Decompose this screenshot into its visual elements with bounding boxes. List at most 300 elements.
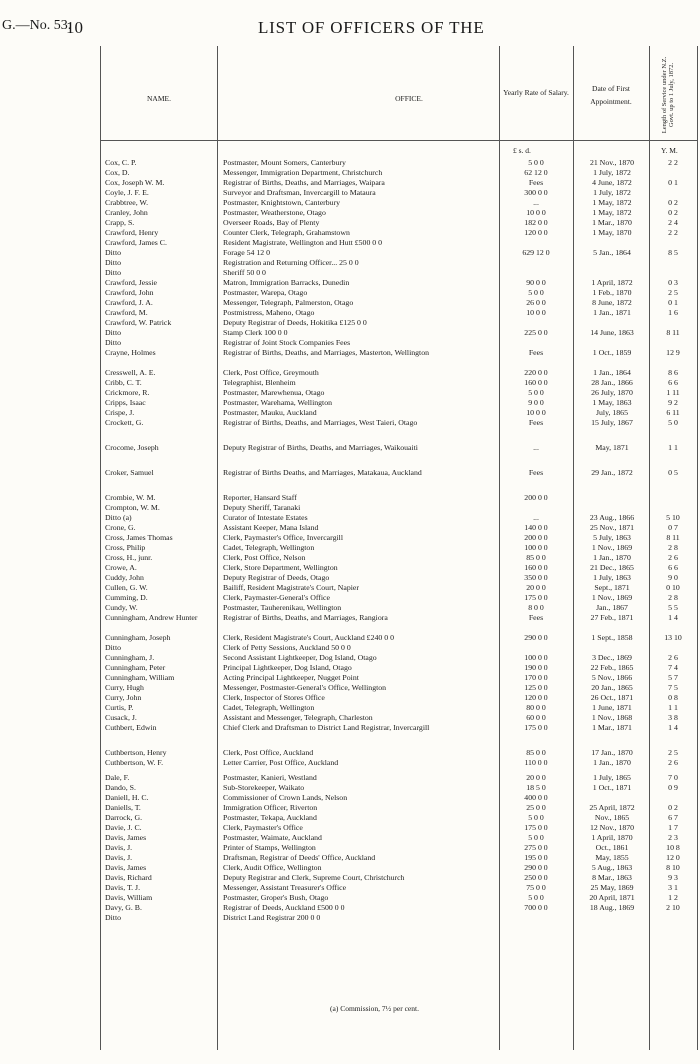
table-row xyxy=(101,308,697,318)
service-length: 9 2 xyxy=(668,398,678,407)
office-title: Printer of Stamps, Wellington xyxy=(223,843,316,852)
table-row xyxy=(101,348,697,368)
appointment-date: 1 Jan., 1864 xyxy=(593,368,631,377)
service-length: 1 4 xyxy=(668,723,678,732)
salary-value: 85 0 0 xyxy=(526,748,546,757)
office-title: Postmaster, Groper's Bush, Otago xyxy=(223,893,329,902)
table-row xyxy=(101,258,697,268)
office-title: Matron, Immigration Barracks, Dunedin xyxy=(223,278,350,287)
service-length: 5 10 xyxy=(666,513,680,522)
salary-value: ... xyxy=(533,513,539,522)
appointment-date: 1 May, 1863 xyxy=(592,398,632,407)
salary-value: 80 0 0 xyxy=(526,703,546,712)
footnote: (a) Commission, 7½ per cent. xyxy=(330,1004,419,1013)
office-title: Deputy Registrar of Deeds, Hokitika £125 0 0 xyxy=(223,318,367,327)
salary-value: 160 0 0 xyxy=(524,378,548,387)
service-length: 1 2 xyxy=(668,893,678,902)
officer-name: Cunningham, Joseph xyxy=(105,633,171,642)
service-length: 2 6 xyxy=(668,758,678,767)
appointment-date: 1 July, 1872 xyxy=(593,168,631,177)
salary-value: 170 0 0 xyxy=(524,673,548,682)
officer-name: Crabbtree, W. xyxy=(105,198,149,207)
office-title: Clerk, Post Office, Auckland xyxy=(223,748,314,757)
table-row xyxy=(101,603,697,613)
office-title: Clerk, Store Department, Wellington xyxy=(223,563,338,572)
table-row xyxy=(101,368,697,378)
office-title: Assistant and Messenger, Telegraph, Charleston xyxy=(223,713,373,722)
service-length: 8 10 xyxy=(666,863,680,872)
office-title: Stamp Clerk 100 0 0 xyxy=(223,328,288,337)
table-row xyxy=(101,583,697,593)
appointment-date: 25 May, 1869 xyxy=(590,883,634,892)
office-title: Chief Clerk and Draftsman to District Land Registrar, Invercargill xyxy=(223,723,430,732)
salary-value: 220 0 0 xyxy=(524,368,548,377)
service-length: 2 6 xyxy=(668,653,678,662)
table-row xyxy=(101,643,697,653)
office-title: Reporter, Hansard Staff xyxy=(223,493,297,502)
officer-name: Davie, J. C. xyxy=(105,823,142,832)
officer-name: Ditto xyxy=(105,268,122,277)
appointment-date: 22 Feb., 1865 xyxy=(590,663,634,672)
office-title: Immigration Officer, Riverton xyxy=(223,803,318,812)
service-length: 13 10 xyxy=(664,633,682,642)
service-length: 6 6 xyxy=(668,378,678,387)
office-title: Registrar of Births, Deaths, and Marriages, Masterton, Wellington xyxy=(223,348,430,357)
officer-name: Cross, Philip xyxy=(105,543,146,552)
office-title: Commissioner of Crown Lands, Nelson xyxy=(223,793,348,802)
service-length: 5 5 xyxy=(668,603,678,612)
salary-value: Fees xyxy=(528,418,544,427)
office-title: Sub-Storekeeper, Waikato xyxy=(223,783,305,792)
table-body xyxy=(101,158,697,923)
table-row xyxy=(101,513,697,523)
service-length: 5 7 xyxy=(668,673,678,682)
appointment-date: May, 1855 xyxy=(595,853,629,862)
page-title: LIST OF OFFICERS OF THE xyxy=(258,18,485,37)
table-row xyxy=(101,853,697,863)
service-length: 5 0 xyxy=(668,418,678,427)
office-title: Clerk, Inspector of Stores Office xyxy=(223,693,325,702)
table-row xyxy=(101,278,697,288)
table-row xyxy=(101,248,697,258)
officer-name: Ditto xyxy=(105,248,122,257)
table-row xyxy=(101,803,697,813)
salary-value: 110 0 0 xyxy=(524,758,548,767)
office-title: Registration and Returning Officer... 25 0 0 xyxy=(223,258,359,267)
office-title: District Land Registrar 200 0 0 xyxy=(223,913,321,922)
office-title: Clerk, Paymaster-General's Office xyxy=(223,593,330,602)
officer-name: Coyle, J. F. E. xyxy=(105,188,149,197)
table-row xyxy=(101,833,697,843)
officer-name: Cunningham, Andrew Hunter xyxy=(105,613,198,622)
appointment-date: 18 Aug., 1869 xyxy=(589,903,635,912)
appointment-date: 26 Oct., 1871 xyxy=(590,693,634,702)
table-row xyxy=(101,328,697,338)
table-row xyxy=(101,823,697,833)
officer-name: Cusack, J. xyxy=(105,713,137,722)
office-title: Bailiff, Resident Magistrate's Court, Napier xyxy=(223,583,359,592)
office-title: Postmaster, Kanieri, Westland xyxy=(223,773,317,782)
service-length: 0 3 xyxy=(668,278,678,287)
officer-name: Cuthbertson, W. F. xyxy=(105,758,164,767)
salary-value: 190 0 0 xyxy=(524,663,548,672)
service-length: 0 2 xyxy=(668,803,678,812)
salary-value: 5 0 0 xyxy=(528,813,544,822)
appointment-date: 1 April, 1872 xyxy=(591,278,633,287)
salary-value: 140 0 0 xyxy=(524,523,548,532)
office-title: Postmaster, Mount Somers, Canterbury xyxy=(223,158,346,167)
office-title: Registrar of Births, Deaths, and Marriages, Rangiora xyxy=(223,613,388,622)
service-length: 8 5 xyxy=(668,248,678,257)
table-row xyxy=(101,783,697,793)
office-title: Forage 54 12 0 xyxy=(223,248,270,257)
appointment-date: 14 June, 1863 xyxy=(590,328,634,337)
office-title: Registrar of Deeds, Auckland £500 0 0 xyxy=(223,903,345,912)
salary-value: 182 0 0 xyxy=(524,218,548,227)
table-row xyxy=(101,913,697,923)
salary-value: 85 0 0 xyxy=(526,553,546,562)
office-title: Clerk, Post Office, Nelson xyxy=(223,553,306,562)
service-length: 6 7 xyxy=(668,813,678,822)
salary-value: 400 0 0 xyxy=(524,793,548,802)
office-title: Counter Clerk, Telegraph, Grahamstown xyxy=(223,228,350,237)
salary-value: 195 0 0 xyxy=(524,853,548,862)
salary-value: 160 0 0 xyxy=(524,563,548,572)
office-title: Clerk, Paymaster's Office xyxy=(223,823,303,832)
table-row xyxy=(101,218,697,228)
salary-value: 5 0 0 xyxy=(528,288,544,297)
table-row xyxy=(101,503,697,513)
appointment-date: 1 July, 1865 xyxy=(593,773,631,782)
office-title: Postmaster, Tauherenikau, Wellington xyxy=(223,603,342,612)
officer-name: Crowe, A. xyxy=(105,563,137,572)
salary-value: 9 0 0 xyxy=(528,398,544,407)
office-title: Postmaster, Marewhenua, Otago xyxy=(223,388,325,397)
table-row xyxy=(101,873,697,883)
office-title: Registrar of Births, Deaths, and Marriages, West Taieri, Otago xyxy=(223,418,418,427)
officer-name: Daniells, T. xyxy=(105,803,141,812)
service-length: 6 6 xyxy=(668,563,678,572)
appointment-date: Sept., 1871 xyxy=(594,583,630,592)
officer-name: Ditto xyxy=(105,328,122,337)
appointment-date: 28 Jan., 1866 xyxy=(591,378,633,387)
salary-value: Fees xyxy=(528,468,544,477)
service-length: 7 0 xyxy=(668,773,678,782)
appointment-date: 29 Jan., 1872 xyxy=(591,468,633,477)
service-length: 9 0 xyxy=(668,573,678,582)
service-length: 2 6 xyxy=(668,553,678,562)
table-row xyxy=(101,288,697,298)
officer-name: Crompton, W. M. xyxy=(105,503,160,512)
officer-name: Cross, James Thomas xyxy=(105,533,173,542)
table-row xyxy=(101,758,697,768)
table-row xyxy=(101,318,697,328)
appointment-date: 5 Nov., 1866 xyxy=(591,673,633,682)
appointment-date: Oct., 1861 xyxy=(595,843,629,852)
office-title: Registrar of Births, Deaths, and Marriages, Waipara xyxy=(223,178,385,187)
office-title: Acting Principal Lightkeeper, Nugget Point xyxy=(223,673,359,682)
appointment-date: July, 1865 xyxy=(596,408,628,417)
appointment-date: 20 April, 1871 xyxy=(589,893,635,902)
table-row xyxy=(101,543,697,553)
table-row xyxy=(101,663,697,673)
salary-value: 225 0 0 xyxy=(524,328,548,337)
service-length: 1 4 xyxy=(668,613,678,622)
officer-name: Cripps, Isaac xyxy=(105,398,146,407)
salary-units: £ s. d. xyxy=(513,146,531,155)
office-title: Overseer Roads, Bay of Plenty xyxy=(223,218,320,227)
officer-name: Ditto xyxy=(105,258,122,267)
salary-value: 350 0 0 xyxy=(524,573,548,582)
office-title: Sheriff 50 0 0 xyxy=(223,268,266,277)
office-title: Cadet, Telegraph, Wellington xyxy=(223,703,315,712)
appointment-date: 1 Jan., 1871 xyxy=(593,308,631,317)
office-title: Registrar of Joint Stock Companies Fees xyxy=(223,338,351,347)
salary-value: 62 12 0 xyxy=(524,168,548,177)
office-title: Second Assistant Lightkeeper, Dog Island, Otago xyxy=(223,653,377,662)
salary-value: 75 0 0 xyxy=(526,883,546,892)
salary-value: ... xyxy=(533,443,539,452)
appointment-date: 5 Jan., 1864 xyxy=(593,248,631,257)
appointment-date: 17 Jan., 1870 xyxy=(591,748,633,757)
office-title: Telegraphist, Blenheim xyxy=(223,378,296,387)
officer-name: Croker, Samuel xyxy=(105,468,154,477)
salary-value: 290 0 0 xyxy=(524,633,548,642)
salary-value: 100 0 0 xyxy=(524,543,548,552)
appointment-date: 23 Aug., 1866 xyxy=(589,513,635,522)
table-row xyxy=(101,883,697,893)
salary-value: 125 0 0 xyxy=(524,683,548,692)
table-row xyxy=(101,468,697,488)
column-headers xyxy=(101,46,697,141)
appointment-date: 1 Nov., 1869 xyxy=(591,593,633,602)
table-row xyxy=(101,673,697,683)
appointment-date: 15 July, 1867 xyxy=(591,418,633,427)
office-title: Postmaster, Waimate, Auckland xyxy=(223,833,322,842)
office-title: Letter Carrier, Post Office, Auckland xyxy=(223,758,339,767)
appointment-date: 1 Oct., 1859 xyxy=(592,348,632,357)
office-title: Clerk, Post Office, Greymouth xyxy=(223,368,319,377)
salary-value: 629 12 0 xyxy=(522,248,550,257)
service-length: 0 2 xyxy=(668,208,678,217)
appointment-date: 1 May, 1870 xyxy=(592,228,632,237)
table-row xyxy=(101,533,697,543)
table-row xyxy=(101,198,697,208)
service-length: 1 1 xyxy=(668,443,678,452)
office-title: Cadet, Telegraph, Wellington xyxy=(223,543,315,552)
officer-name: Crone, G. xyxy=(105,523,136,532)
officer-name: Davis, T. J. xyxy=(105,883,141,892)
office-title: Clerk, Resident Magistrate's Court, Auckland £240 0 0 xyxy=(223,633,394,642)
salary-value: 10 0 0 xyxy=(526,408,546,417)
table-row xyxy=(101,793,697,803)
salary-value: 5 0 0 xyxy=(528,158,544,167)
officer-name: Davis, James xyxy=(105,833,147,842)
salary-value: 25 0 0 xyxy=(526,803,546,812)
table-row xyxy=(101,703,697,713)
service-length: 0 7 xyxy=(668,523,678,532)
officer-name: Curry, Hugh xyxy=(105,683,144,692)
appointment-date: 3 Dec., 1869 xyxy=(592,653,632,662)
service-length: 12 9 xyxy=(666,348,680,357)
service-length: 1 11 xyxy=(666,388,680,397)
officer-name: Crawford, W. Patrick xyxy=(105,318,172,327)
appointment-date: 1 Sept., 1858 xyxy=(591,633,633,642)
officer-name: Ditto xyxy=(105,643,122,652)
office-title: Assistant Keeper, Mana Island xyxy=(223,523,319,532)
salary-value: ... xyxy=(533,198,539,207)
officer-name: Ditto xyxy=(105,338,122,347)
service-length: 1 6 xyxy=(668,308,678,317)
salary-value: 250 0 0 xyxy=(524,873,548,882)
salary-value: 290 0 0 xyxy=(524,863,548,872)
appointment-date: 20 Jan., 1865 xyxy=(591,683,633,692)
appointment-date: 25 Nov., 1871 xyxy=(589,523,635,532)
service-length: 2 3 xyxy=(668,833,678,842)
officer-name: Cuthbert, Edwin xyxy=(105,723,157,732)
service-length: 6 11 xyxy=(666,408,680,417)
table-row xyxy=(101,613,697,633)
salary-column-header: Yearly Rate of Salary. xyxy=(503,88,569,97)
officer-name: Cumming, D. xyxy=(105,593,148,602)
officer-name: Cunningham, J. xyxy=(105,653,155,662)
table-row xyxy=(101,208,697,218)
table-row xyxy=(101,563,697,573)
officer-name: Cundy, W. xyxy=(105,603,138,612)
officer-name: Cox, C. P. xyxy=(105,158,137,167)
service-length: 0 1 xyxy=(668,178,678,187)
appointment-date: 26 July, 1870 xyxy=(591,388,633,397)
service-length: 2 5 xyxy=(668,748,678,757)
table-row xyxy=(101,238,697,248)
officer-name: Crawford, Jessie xyxy=(105,278,157,287)
appointment-date: 1 April, 1870 xyxy=(591,833,633,842)
officer-name: Crispe, J. xyxy=(105,408,135,417)
appointment-date: May, 1871 xyxy=(595,443,629,452)
appointment-date: 1 July, 1863 xyxy=(593,573,631,582)
officer-name: Cribb, C. T. xyxy=(105,378,142,387)
salary-value: 200 0 0 xyxy=(524,533,548,542)
office-title: Postmaster, Mauku, Auckland xyxy=(223,408,317,417)
appointment-date: 1 Nov., 1868 xyxy=(591,713,633,722)
officer-name: Cox, Joseph W. M. xyxy=(105,178,165,187)
service-length: 1 7 xyxy=(668,823,678,832)
office-title: Postmaster, Weatherstone, Otago xyxy=(223,208,326,217)
office-title: Curator of Intestate Estates xyxy=(223,513,308,522)
service-length: 0 10 xyxy=(666,583,680,592)
salary-value: 5 0 0 xyxy=(528,833,544,842)
appointment-date: 1 Mar., 1871 xyxy=(592,723,632,732)
salary-value: 300 0 0 xyxy=(524,188,548,197)
salary-value: 18 5 0 xyxy=(526,783,546,792)
office-title: Deputy Sheriff, Taranaki xyxy=(223,503,301,512)
name-column-header: NAME. xyxy=(147,94,171,103)
table-row xyxy=(101,773,697,783)
appointment-date: 21 Nov., 1870 xyxy=(589,158,635,167)
office-column-header: OFFICE. xyxy=(395,94,423,103)
page-number: 10 xyxy=(66,18,83,37)
officer-name: Ditto xyxy=(105,913,122,922)
office-title: Clerk of Petty Sessions, Auckland 50 0 0 xyxy=(223,643,351,652)
appointment-date: 8 June, 1872 xyxy=(592,298,632,307)
date-column-header: Date of First Appointment. xyxy=(590,84,632,106)
officer-name: Crawford, John xyxy=(105,288,154,297)
table-row xyxy=(101,748,697,758)
service-length: 8 11 xyxy=(666,533,680,542)
table-row xyxy=(101,168,697,178)
salary-value: 275 0 0 xyxy=(524,843,548,852)
salary-value: 20 0 0 xyxy=(526,583,546,592)
table-row xyxy=(101,408,697,418)
officer-name: Cresswell, A. E. xyxy=(105,368,156,377)
table-row xyxy=(101,418,697,438)
officer-name: Crawford, J. A. xyxy=(105,298,153,307)
appointment-date: 25 April, 1872 xyxy=(589,803,635,812)
appointment-date: 1 Oct., 1871 xyxy=(592,783,632,792)
table-row xyxy=(101,713,697,723)
service-length: 0 8 xyxy=(668,693,678,702)
appointment-date: 27 Feb., 1871 xyxy=(590,613,634,622)
officer-name: Crockett, G. xyxy=(105,418,144,427)
table-row xyxy=(101,593,697,603)
officer-name: Curtis, P. xyxy=(105,703,134,712)
service-length: 0 1 xyxy=(668,298,678,307)
officer-name: Crombie, W. M. xyxy=(105,493,156,502)
table-row xyxy=(101,338,697,348)
service-length: 7 5 xyxy=(668,683,678,692)
salary-value: 26 0 0 xyxy=(526,298,546,307)
service-length: 2 8 xyxy=(668,593,678,602)
salary-value: Fees xyxy=(528,178,544,187)
officer-name: Cranley, John xyxy=(105,208,148,217)
officer-name: Daniell, H. C. xyxy=(105,793,149,802)
office-title: Postmaster, Tekapa, Auckland xyxy=(223,813,317,822)
table-row xyxy=(101,493,697,503)
officer-name: Crawford, Henry xyxy=(105,228,159,237)
service-length: 3 1 xyxy=(668,883,678,892)
service-length: 2 5 xyxy=(668,288,678,297)
officer-name: Davis, J. xyxy=(105,853,133,862)
length-column-header: Length of Service under N.Z. Govt. up to 1 July, 1872. xyxy=(661,56,675,134)
appointment-date: 1 May, 1872 xyxy=(592,208,632,217)
salary-value: 10 0 0 xyxy=(526,308,546,317)
service-length: 2 2 xyxy=(668,158,678,167)
table-row xyxy=(101,388,697,398)
appointment-date: 1 July, 1872 xyxy=(593,188,631,197)
appointment-date: Jan., 1867 xyxy=(596,603,628,612)
table-row xyxy=(101,553,697,563)
office-title: Deputy Registrar of Births, Deaths, and Marriages, Waikouaiti xyxy=(223,443,418,452)
office-title: Postmaster, Warepa, Otago xyxy=(223,288,308,297)
officer-name: Cox, D. xyxy=(105,168,130,177)
salary-value: 120 0 0 xyxy=(524,228,548,237)
service-length: 1 1 xyxy=(668,703,678,712)
office-title: Deputy Registrar of Deeds, Otago xyxy=(223,573,330,582)
appointment-date: 5 July, 1863 xyxy=(593,533,631,542)
appointment-date: 1 Feb., 1870 xyxy=(592,288,632,297)
office-title: Deputy Registrar and Clerk, Supreme Court, Christchurch xyxy=(223,873,405,882)
officer-name: Cuddy, John xyxy=(105,573,144,582)
salary-value: 5 0 0 xyxy=(528,893,544,902)
table-row xyxy=(101,378,697,388)
salary-value: Fees xyxy=(528,613,544,622)
salary-value: 90 0 0 xyxy=(526,278,546,287)
table-row xyxy=(101,683,697,693)
service-length: 0 5 xyxy=(668,468,678,477)
officer-name: Cullen, G. W. xyxy=(105,583,148,592)
table-row xyxy=(101,228,697,238)
service-length: 0 9 xyxy=(668,783,678,792)
